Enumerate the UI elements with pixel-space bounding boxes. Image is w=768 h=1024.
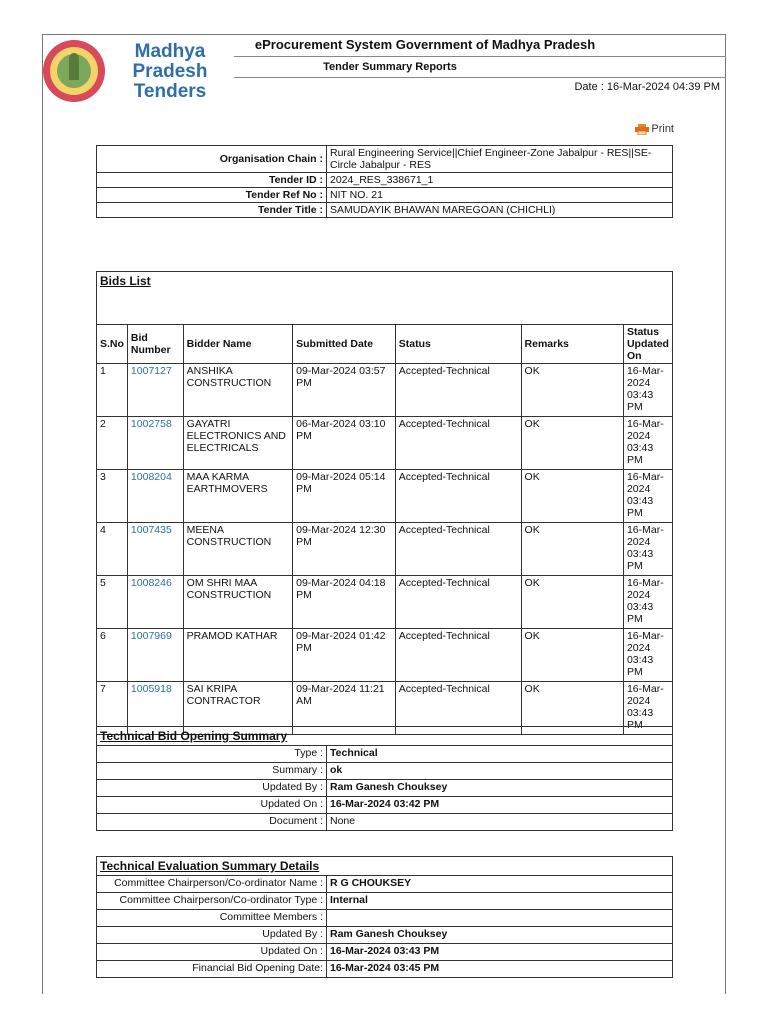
remarks-cell: OK [521,576,623,629]
info-label: Tender Title : [97,203,327,218]
summary-value: 16-Mar-2024 03:42 PM [327,797,673,814]
eval-label: Financial Bid Opening Date: [97,961,327,978]
bid-number-link[interactable]: 1007969 [127,629,183,682]
info-label: Tender Ref No : [97,188,327,203]
bid-number-link[interactable]: 1002758 [127,417,183,470]
bidder-name-cell: OM SHRI MAA CONSTRUCTION [183,576,292,629]
bid-row [97,470,673,523]
col-header: Bid Number [127,325,183,364]
bid-number-link[interactable]: 1008204 [127,470,183,523]
info-value: Rural Engineering Service||Chief Engineer-Zone Jabalpur - RES||SE-Circle Jabalpur - RES [327,146,673,173]
bid-number-link[interactable]: 1007127 [127,364,183,417]
technical-bid-opening-summary-table [96,726,673,831]
remarks-cell: OK [521,364,623,417]
info-label: Tender ID : [97,173,327,188]
status-updated-cell: 16-Mar-2024 03:43 PM [623,417,672,470]
col-header: S.No [97,325,128,364]
info-row-tender-id [97,173,673,188]
bidder-name-cell: MAA KARMA EARTHMOVERS [183,470,292,523]
bidder-name-cell: SAI KRIPA CONTRACTOR [183,682,292,735]
bids-list-table [96,271,673,735]
page-title: eProcurement System Government of Madhya Pradesh [254,37,596,52]
status-cell: Accepted-Technical [395,470,521,523]
eval-value [327,910,673,927]
summary-label: Summary : [97,763,327,780]
info-label: Organisation Chain : [97,146,327,173]
bidder-name-cell: PRAMOD KATHAR [183,629,292,682]
info-row-title [97,203,673,218]
serial-cell: 2 [97,417,128,470]
col-header: Remarks [521,325,623,364]
bid-row [97,417,673,470]
summary-label: Updated On : [97,797,327,814]
status-cell: Accepted-Technical [395,523,521,576]
status-updated-cell: 16-Mar-2024 03:43 PM [623,470,672,523]
eval-label: Updated By : [97,927,327,944]
submitted-date-cell: 06-Mar-2024 03:10 PM [293,417,396,470]
bid-number-link[interactable]: 1008246 [127,576,183,629]
eval-value: 16-Mar-2024 03:43 PM [327,944,673,961]
summary-value: ok [327,763,673,780]
bid-row [97,629,673,682]
status-updated-cell: 16-Mar-2024 03:43 PM [623,576,672,629]
bid-row [97,364,673,417]
status-cell: Accepted-Technical [395,682,521,735]
header-divider [234,56,726,57]
serial-cell: 6 [97,629,128,682]
serial-cell: 5 [97,576,128,629]
submitted-date-cell: 09-Mar-2024 05:14 PM [293,470,396,523]
remarks-cell: OK [521,523,623,576]
print-button[interactable] [635,123,674,135]
eval-label: Committee Members : [97,910,327,927]
remarks-cell: OK [521,629,623,682]
info-value: SAMUDAYIK BHAWAN MAREGOAN (CHICHLI) [327,203,673,218]
remarks-cell: OK [521,470,623,523]
brand-line-2: Pradesh [132,61,208,82]
tender-info-table [96,145,673,218]
eval-value: Internal [327,893,673,910]
bidder-name-cell: GAYATRI ELECTRONICS AND ELECTRICALS [183,417,292,470]
status-updated-cell: 16-Mar-2024 03:43 PM [623,682,672,735]
bids-header-row [97,325,673,364]
status-cell: Accepted-Technical [395,629,521,682]
eval-value: Ram Ganesh Chouksey [327,927,673,944]
serial-cell: 3 [97,470,128,523]
eval-label: Committee Chairperson/Co-ordinator Name : [97,876,327,893]
header-divider-2 [234,77,726,78]
tech-eval-caption: Technical Evaluation Summary Details [97,857,673,876]
status-cell: Accepted-Technical [395,576,521,629]
serial-cell: 1 [97,364,128,417]
bid-number-link[interactable]: 1005918 [127,682,183,735]
col-header: Status Updated On [623,325,672,364]
col-header: Submitted Date [293,325,396,364]
summary-value: Technical [327,746,673,763]
bid-row [97,576,673,629]
submitted-date-cell: 09-Mar-2024 01:42 PM [293,629,396,682]
col-header: Bidder Name [183,325,292,364]
status-cell: Accepted-Technical [395,364,521,417]
eval-label: Committee Chairperson/Co-ordinator Type : [97,893,327,910]
document-value: None [327,814,673,831]
printer-icon [635,124,649,135]
info-value: 2024_RES_338671_1 [327,173,673,188]
submitted-date-cell: 09-Mar-2024 11:21 AM [293,682,396,735]
info-row-ref-no [97,188,673,203]
serial-cell: 4 [97,523,128,576]
mp-government-seal-icon [38,38,110,104]
summary-value: Ram Ganesh Chouksey [327,780,673,797]
brand-line-3: Tenders [133,81,207,102]
bid-row [97,523,673,576]
status-updated-cell: 16-Mar-2024 03:43 PM [623,364,672,417]
eval-value: 16-Mar-2024 03:45 PM [327,961,673,978]
info-row-organisation [97,146,673,173]
serial-cell: 7 [97,682,128,735]
status-updated-cell: 16-Mar-2024 03:43 PM [623,523,672,576]
status-cell: Accepted-Technical [395,417,521,470]
bid-number-link[interactable]: 1007435 [127,523,183,576]
summary-label: Type : [97,746,327,763]
eval-value: R G CHOUKSEY [327,876,673,893]
eval-label: Updated On : [97,944,327,961]
print-label: Print [651,123,674,135]
tech-opening-caption: Technical Bid Opening Summary [97,727,673,746]
submitted-date-cell: 09-Mar-2024 03:57 PM [293,364,396,417]
bidder-name-cell: MEENA CONSTRUCTION [183,523,292,576]
remarks-cell: OK [521,682,623,735]
status-updated-cell: 16-Mar-2024 03:43 PM [623,629,672,682]
bidder-name-cell: ANSHIKA CONSTRUCTION [183,364,292,417]
summary-label: Updated By : [97,780,327,797]
submitted-date-cell: 09-Mar-2024 04:18 PM [293,576,396,629]
page-subtitle: Tender Summary Reports [323,61,457,73]
info-value: NIT NO. 21 [327,188,673,203]
bids-list-caption: Bids List [97,272,673,325]
technical-evaluation-summary-table [96,856,673,978]
submitted-date-cell: 09-Mar-2024 12:30 PM [293,523,396,576]
remarks-cell: OK [521,417,623,470]
col-header: Status [395,325,521,364]
summary-label: Document : [97,814,327,831]
brand-line-1: Madhya [134,41,206,62]
report-date: Date : 16-Mar-2024 04:39 PM [574,81,720,93]
